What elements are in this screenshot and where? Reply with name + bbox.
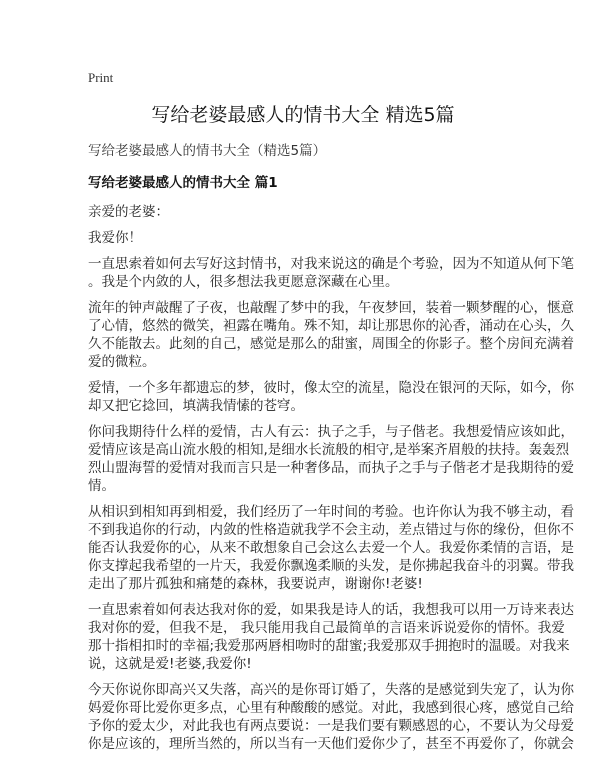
text-line: 。我是个内敛的人，很多想法我更愿意深藏在心里。 [88,274,399,290]
text-line: 那十指相扣时的幸福;我爱那两唇相吻时的甜蜜;我爱那双手拥抱时的温暖。对我来 [88,638,570,654]
paragraph [88,601,574,673]
text-line: 妈爱你哥比爱你更多点，心里有种酸酸的感觉。对此，我感到很心疼，感觉自己给 [88,700,574,716]
text-line: 却又把它捻回，填满我情愫的苍穹。 [88,398,304,414]
print-label[interactable]: Print [88,70,114,85]
text-line: 今天你说你即高兴又失落，高兴的是你哥订婚了，失落的是感觉到失宠了，认为你 [88,682,574,698]
paragraph [88,299,574,371]
document-title: 写给老婆最感人的情书大全 精选5篇 [151,104,455,126]
text-line: 烈山盟海誓的爱情对我而言只是一种奢侈品，而执子之手与子偕老才是我期待的爱 [88,460,574,476]
text-line: 我对你的爱，但我不是， 我只能用我自己最简单的言语来诉说爱你的情怀。我爱 [88,620,565,636]
text-line: 亲爱的老婆： [88,204,169,220]
paragraph [88,203,528,221]
document-page [88,70,574,761]
text-line: 你是应该的，理所当然的，所以当有一天他们爱你少了，甚至不再爱你了，你就会 [88,736,574,752]
text-line: 一直思索着如何去写好这封情书，对我来说这的确是个考验，因为不知道从何下笔 [88,256,574,272]
paragraph [88,229,528,247]
text-line: 说，这就是爱!老婆,我爱你! [88,656,252,672]
text-line: 你问我期待什么样的爱情，古人有云：执子之手，与子偕老。我想爱情应该如此， [88,424,574,440]
text-line: 予你的爱太少，对此我也有两点要说：一是我们要有颗感恩的心，不要认为父母爱 [88,718,574,734]
text-line: 能否认我爱你的心，从来不敢想象自己会这么去爱一个人。我爱你柔情的言语，是 [88,540,574,556]
text-line: 不到我追你的行动，内敛的性格造就我学不会主动，差点错过与你的缘份，但你不 [88,522,574,538]
text-line: 久不能散去。此刻的自己，感觉是那么的甜蜜，周围全的你影子。整个房间充满着 [88,336,574,352]
section-heading: 写给老婆最感人的情书大全 篇1 [88,175,278,191]
text-line: 你支撑起我希望的一片天，我爱你飘逸柔顺的头发，是你拂起我奋斗的羽翼。带我 [88,558,574,574]
text-line: 走出了那片孤独和痛楚的森林，我要说声，谢谢你!老婆! [88,576,423,592]
text-line: 了心情，悠然的微笑，袒露在嘴角。殊不知，却让那思你的沁香，涌动在心头，久 [88,318,574,334]
text-line: 爱情应该是高山流水般的相知,是细水长流般的相守,是举案齐眉般的扶持。轰轰烈 [88,442,570,458]
paragraph [88,681,574,753]
text-line: 我爱你！ [88,230,142,246]
paragraph [88,503,574,593]
text-line: 流年的钟声敲醒了子夜，也敲醒了梦中的我，午夜梦回，装着一颗梦醒的心，惬意 [88,300,574,316]
letter-body [88,203,574,753]
paragraph [88,423,574,495]
text-line: 爱情，一个多年都遗忘的梦，彼时，像太空的流星，隐没在银河的天际，如今，你 [88,380,574,396]
paragraph [88,379,574,415]
document-subtitle: 写给老婆最感人的情书大全（精选5篇） [88,143,327,159]
text-line: 情。 [88,478,115,494]
text-line: 从相识到相知再到相爱，我们经历了一年时间的考验。也许你认为我不够主动，看 [88,504,574,520]
text-line: 一直思索着如何表达我对你的爱，如果我是诗人的话，我想我可以用一万诗来表达 [88,602,574,618]
text-line: 爱的微粒。 [88,354,156,370]
paragraph [88,255,574,291]
